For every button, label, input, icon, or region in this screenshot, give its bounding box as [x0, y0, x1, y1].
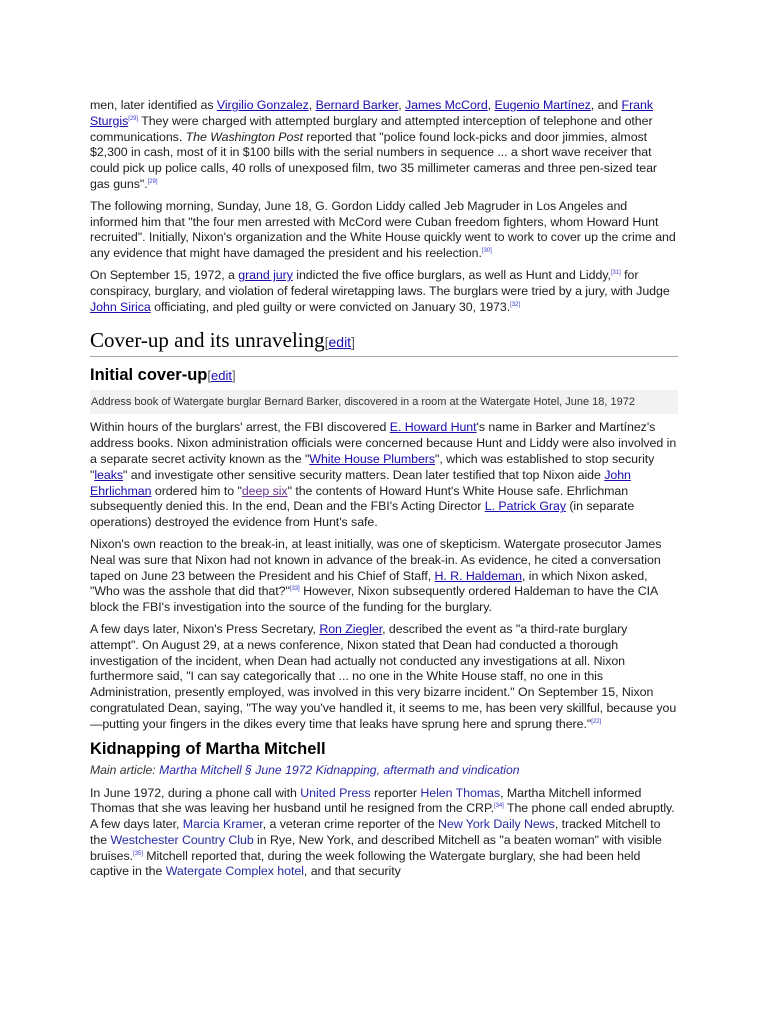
- link-main-article[interactable]: Martha Mitchell § June 1972 Kidnapping, aftermath and vindication: [159, 762, 520, 777]
- text: " the contents of Howard Hunt's White House safe. Ehrlichman subsequently denied this. In the end, Dean and the FBI's Acting Director: [90, 483, 629, 514]
- link-james-mccord[interactable]: James McCord: [405, 98, 488, 112]
- paragraph-nixon-reaction: [90, 537, 678, 616]
- text: However, Nixon subsequently ordered Haldeman to have the CIA block the FBI's investigation into the source of the funding for the burglary.: [90, 584, 658, 615]
- bracket: ]: [351, 334, 355, 351]
- image-caption: Address book of Watergate burglar Bernard Barker, discovered in a room at the Watergate Hotel, June 18, 1972: [90, 390, 678, 414]
- text: The phone call ended abruptly. A few days later,: [90, 801, 675, 832]
- link-john-sirica[interactable]: John Sirica: [90, 299, 151, 314]
- text: ", which was established to stop security ": [90, 451, 655, 482]
- text: indicted the five office burglars, as well as Hunt and Liddy,: [292, 267, 611, 282]
- reference-29b[interactable]: [29]: [147, 178, 158, 185]
- link-eugenio-martinez[interactable]: Eugenio Martínez: [494, 98, 591, 112]
- text: reporter: [370, 785, 421, 800]
- text: On September 15, 1972, a: [90, 267, 239, 282]
- text: ,: [487, 98, 495, 112]
- text: , and that security: [303, 864, 401, 879]
- text: Within hours of the burglars' arrest, the FBI discovered: [90, 420, 390, 435]
- text: in Rye, New York, and described Mitchell as "a beaten woman" with visible bruises.: [90, 832, 662, 863]
- subsection-title: Initial cover-up: [90, 366, 208, 385]
- link-helen-thomas[interactable]: Helen Thomas: [420, 785, 501, 800]
- link-bernard-barker[interactable]: Bernard Barker: [315, 98, 399, 112]
- main-article-hatnote: [90, 763, 678, 778]
- edit-section: [325, 334, 355, 350]
- link-ron-ziegler[interactable]: Ron Ziegler: [319, 621, 383, 636]
- paragraph-burglars: [90, 98, 678, 193]
- link-john-ehrlichman[interactable]: John Ehrlichman: [90, 467, 631, 498]
- text: for conspiracy, burglary, and violation of federal wiretapping laws. The burglars were tried by a jury, with Judge: [90, 267, 670, 298]
- text: (in separate operations) destroyed the evidence from Hunt's safe.: [90, 499, 635, 530]
- bracket: [: [207, 368, 211, 384]
- text: officiating, and pled guilty or were convicted on January 30, 1973.: [150, 299, 511, 314]
- link-virgilio-gonzalez[interactable]: Virgilio Gonzalez: [216, 98, 309, 112]
- reference-29[interactable]: [29]: [128, 115, 139, 122]
- text: , in which Nixon asked, "Who was the asshole that did that?": [90, 568, 648, 599]
- reference-35[interactable]: [35]: [133, 850, 143, 857]
- text: , and: [590, 98, 622, 112]
- reference-32[interactable]: [32]: [510, 301, 520, 308]
- link-e-howard-hunt[interactable]: E. Howard Hunt: [389, 420, 477, 435]
- text: " and investigate other sensitive security matters. Dean later testified that top Nixon aide: [123, 467, 605, 482]
- text: A few days later, Nixon's Press Secretary,: [90, 621, 320, 636]
- paragraph-ziegler: [90, 622, 678, 733]
- text: , Martha Mitchell informed Thomas that she was leaving her husband until he resigned from the CRP.: [90, 785, 642, 816]
- edit-link[interactable]: edit: [328, 334, 352, 351]
- bracket: ]: [231, 368, 236, 384]
- text: 's name in Barker and Martínez's address books. Nixon administration officials were concerned because Hunt and Liddy were also involved in a separate secret activity known as the ": [90, 420, 677, 466]
- edit-link[interactable]: edit: [210, 368, 232, 384]
- bracket: [: [324, 334, 329, 351]
- link-new-york-daily-news[interactable]: New York Daily News: [438, 817, 555, 832]
- publication-name: The Washington Post: [185, 129, 303, 144]
- text: men, later identified as: [90, 98, 217, 112]
- text: In June 1972, during a phone call with: [90, 785, 301, 800]
- link-h-r-haldeman[interactable]: H. R. Haldeman: [434, 568, 522, 583]
- text: reported that "police found lock-picks and door jimmies, almost $2,300 in cash, most of it in $100 bills with the serial numbers in sequence ... a short wave receiver that could pick up police calls, 40 rolls of unexposed film, two 35 millimeter cameras and three pen-sized tear gas guns".: [90, 129, 658, 191]
- section-title: Cover-up and its unraveling: [90, 328, 325, 353]
- subsection-heading-initial-cover-up: [90, 365, 678, 386]
- reference-31[interactable]: [31]: [610, 269, 621, 276]
- paragraph-fbi: [90, 420, 678, 531]
- hatnote-prefix: Main article:: [90, 762, 160, 777]
- link-westchester-country-club[interactable]: Westchester Country Club: [110, 832, 254, 847]
- paragraph-martha-mitchell: [90, 786, 678, 881]
- article-body: [90, 98, 678, 886]
- link-deep-six[interactable]: deep six: [241, 483, 288, 498]
- text: Nixon's own reaction to the break-in, at least initially, was one of skepticism. Watergate prosecutor James Neal was sure that Nixon had not known in advance of the break-in. As evidence, he cited a conversation taped on June 23 between the President and his Chief of Staff,: [90, 536, 662, 583]
- reference-34[interactable]: [34]: [493, 803, 504, 810]
- paragraph-liddy: [90, 199, 678, 262]
- link-frank-sturgis[interactable]: Frank Sturgis: [90, 98, 653, 128]
- reference-30[interactable]: [30]: [481, 248, 492, 255]
- text: ,: [398, 98, 405, 112]
- link-white-house-plumbers[interactable]: White House Plumbers: [309, 451, 436, 466]
- text: ,: [308, 98, 316, 112]
- text: , tracked Mitchell to the: [90, 817, 661, 847]
- reference-22[interactable]: [22]: [591, 718, 602, 725]
- paragraph-grand-jury: [90, 268, 678, 315]
- text: They were charged with attempted burglary and attempted interception of telephone and other communications.: [90, 113, 653, 144]
- text: ordered him to ": [151, 483, 242, 498]
- text: , a veteran crime reporter of the: [262, 817, 438, 832]
- link-united-press[interactable]: United Press: [300, 785, 371, 800]
- link-l-patrick-gray[interactable]: L. Patrick Gray: [484, 499, 566, 514]
- reference-33[interactable]: [33]: [289, 586, 300, 593]
- link-grand-jury[interactable]: grand jury: [238, 267, 293, 282]
- link-watergate-complex[interactable]: Watergate Complex hotel: [165, 864, 304, 879]
- link-leaks[interactable]: leaks: [94, 467, 124, 482]
- edit-subsection: [207, 368, 235, 383]
- section-heading-cover-up: [90, 327, 678, 357]
- link-marcia-kramer[interactable]: Marcia Kramer: [182, 817, 263, 832]
- text: Mitchell reported that, during the week following the Watergate burglary, she had been held captive in the: [90, 848, 641, 879]
- subsection-heading-martha-mitchell: Kidnapping of Martha Mitchell: [90, 739, 326, 758]
- text: , described the event as "a third-rate burglary attempt". On August 29, at a news conference, Nixon stated that Dean had conducted a thorough investigation of the incident, when Dean had actually not conducted any investigations at all. Nixon furthermore said, "I can say categorically that ... no one in the White House staff, no one in this Administration, presently employed, was involved in this very bizarre incident." On September 15, Nixon congratulated Dean, saying, "The way you've handled it, it seems to me, has been very skillful, because you—putting your fingers in the dikes every time that leaks have sprung here and sprung there.": [90, 621, 677, 731]
- text: The following morning, Sunday, June 18, G. Gordon Liddy called Jeb Magruder in Los Angeles and informed him that "the four men arrested with McCord were Cuban freedom fighters, whom Howard Hunt recruited". Initially, Nixon's organization and the White House quickly went to work to cover up the crime and any evidence that might have damaged the president and his reelection.: [90, 198, 676, 261]
